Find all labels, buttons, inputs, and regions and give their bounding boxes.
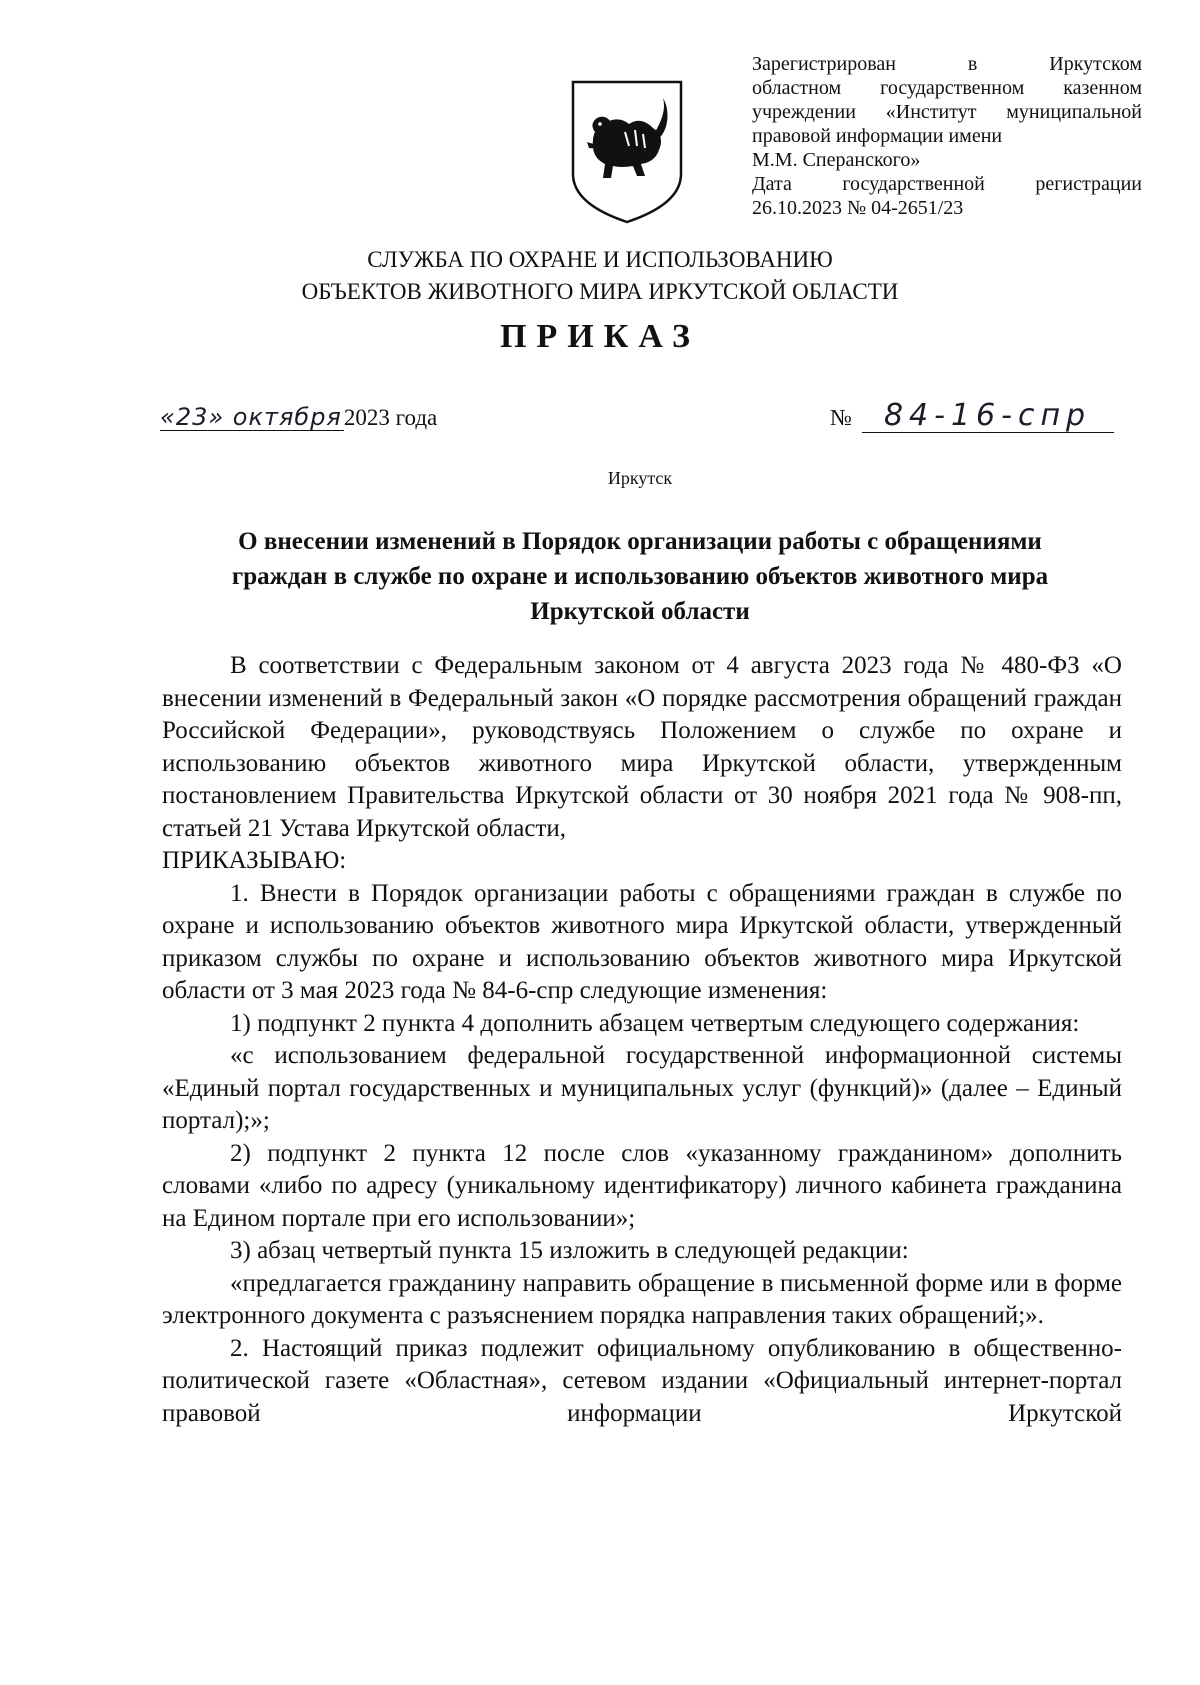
registration-line: Зарегистрирован в Иркутском [752, 53, 1142, 75]
preamble-paragraph: В соответствии с Федеральным законом от 4 августа 2023 года № 480-ФЗ «О внесении изменений в Федеральный закон «О порядке рассмотрения обращений граждан Российской Федерации», руководствуясь Положением о службе по охране и использованию объектов животного мира Иркутской области, утвержденным постановлением Правительства Иркутской области от 30 ноября 2021 года № 908-пп, статьей 21 Устава Иркутской области, [162, 652, 1122, 842]
order-number [830, 400, 1114, 433]
registration-line: правовой информации имени [752, 125, 1003, 147]
handwritten-date: «23» октября [160, 403, 342, 431]
coat-of-arms-emblem [567, 76, 687, 226]
item-1-paragraph: 1. Внести в Порядок организации работы с обращениями граждан в службе по охране и использованию объектов животного мира Иркутской области, утвержденный приказом службы по охране и использованию объектов животного мира Иркутской области от 3 мая 2023 года № 84-6-спр следующие изменения: [162, 879, 1122, 1004]
order-heading [150, 524, 1130, 629]
city-name: Иркутск [607, 468, 673, 488]
organization-name-line: СЛУЖБА ПО ОХРАНЕ И ИСПОЛЬЗОВАНИЮ [367, 247, 833, 272]
order-date [160, 404, 437, 431]
number-sign: № [830, 405, 852, 430]
subitem-2-paragraph: 2) подпункт 2 пункта 12 после слов «указанному гражданином» дополнить словами «либо по адресу (уникальному идентификатору) личного кабинета гражданина на Едином портале при его использовании»; [162, 1139, 1122, 1232]
subitem-1-paragraph: 1) подпункт 2 пункта 4 дополнить абзацем четвертым следующего содержания: [230, 1009, 1080, 1037]
heading-line: Иркутской области [530, 598, 750, 625]
registration-line: областном государственном казенном [752, 77, 1142, 99]
organization-name-line: ОБЪЕКТОВ ЖИВОТНОГО МИРА ИРКУТСКОЙ ОБЛАСТИ [301, 279, 899, 304]
item-2-paragraph: 2. Настоящий приказ подлежит официальному опубликованию в общественно-политической газете «Областная», сетевом издании «Официальный интернет-портал правовой информации Иркутской [162, 1334, 1122, 1427]
subitem-3-quote: «предлагается гражданину направить обращение в письменной форме или в форме электронного документа с разъяснением порядка направления таких обращений;». [162, 1269, 1122, 1329]
order-body [162, 650, 1122, 1430]
registration-line: учреждении «Институт муниципальной [752, 101, 1142, 123]
subitem-1-quote: «с использованием федеральной государственной информационной системы «Единый портал государственных и муниципальных услуг (функций)» (далее – Единый портал);»; [162, 1042, 1122, 1134]
heading-line: граждан в службе по охране и использованию объектов животного мира [231, 563, 1049, 590]
document-type-title: ПРИКАЗ [500, 318, 700, 355]
subitem-3-paragraph: 3) абзац четвертый пункта 15 изложить в следующей редакции: [230, 1237, 909, 1264]
registration-date-number: 26.10.2023 № 04-2651/23 [752, 197, 964, 219]
registration-line: М.М. Сперанского» [752, 149, 921, 171]
date-year: 2023 года [343, 405, 438, 430]
handwritten-number: 84-16-спр [862, 400, 1114, 433]
registration-note [752, 52, 1142, 220]
order-word: ПРИКАЗЫВАЮ: [162, 847, 347, 874]
heading-line: О внесении изменений в Порядок организации работы с обращениями [238, 528, 1042, 555]
registration-line: Дата государственной регистрации [752, 173, 1142, 195]
